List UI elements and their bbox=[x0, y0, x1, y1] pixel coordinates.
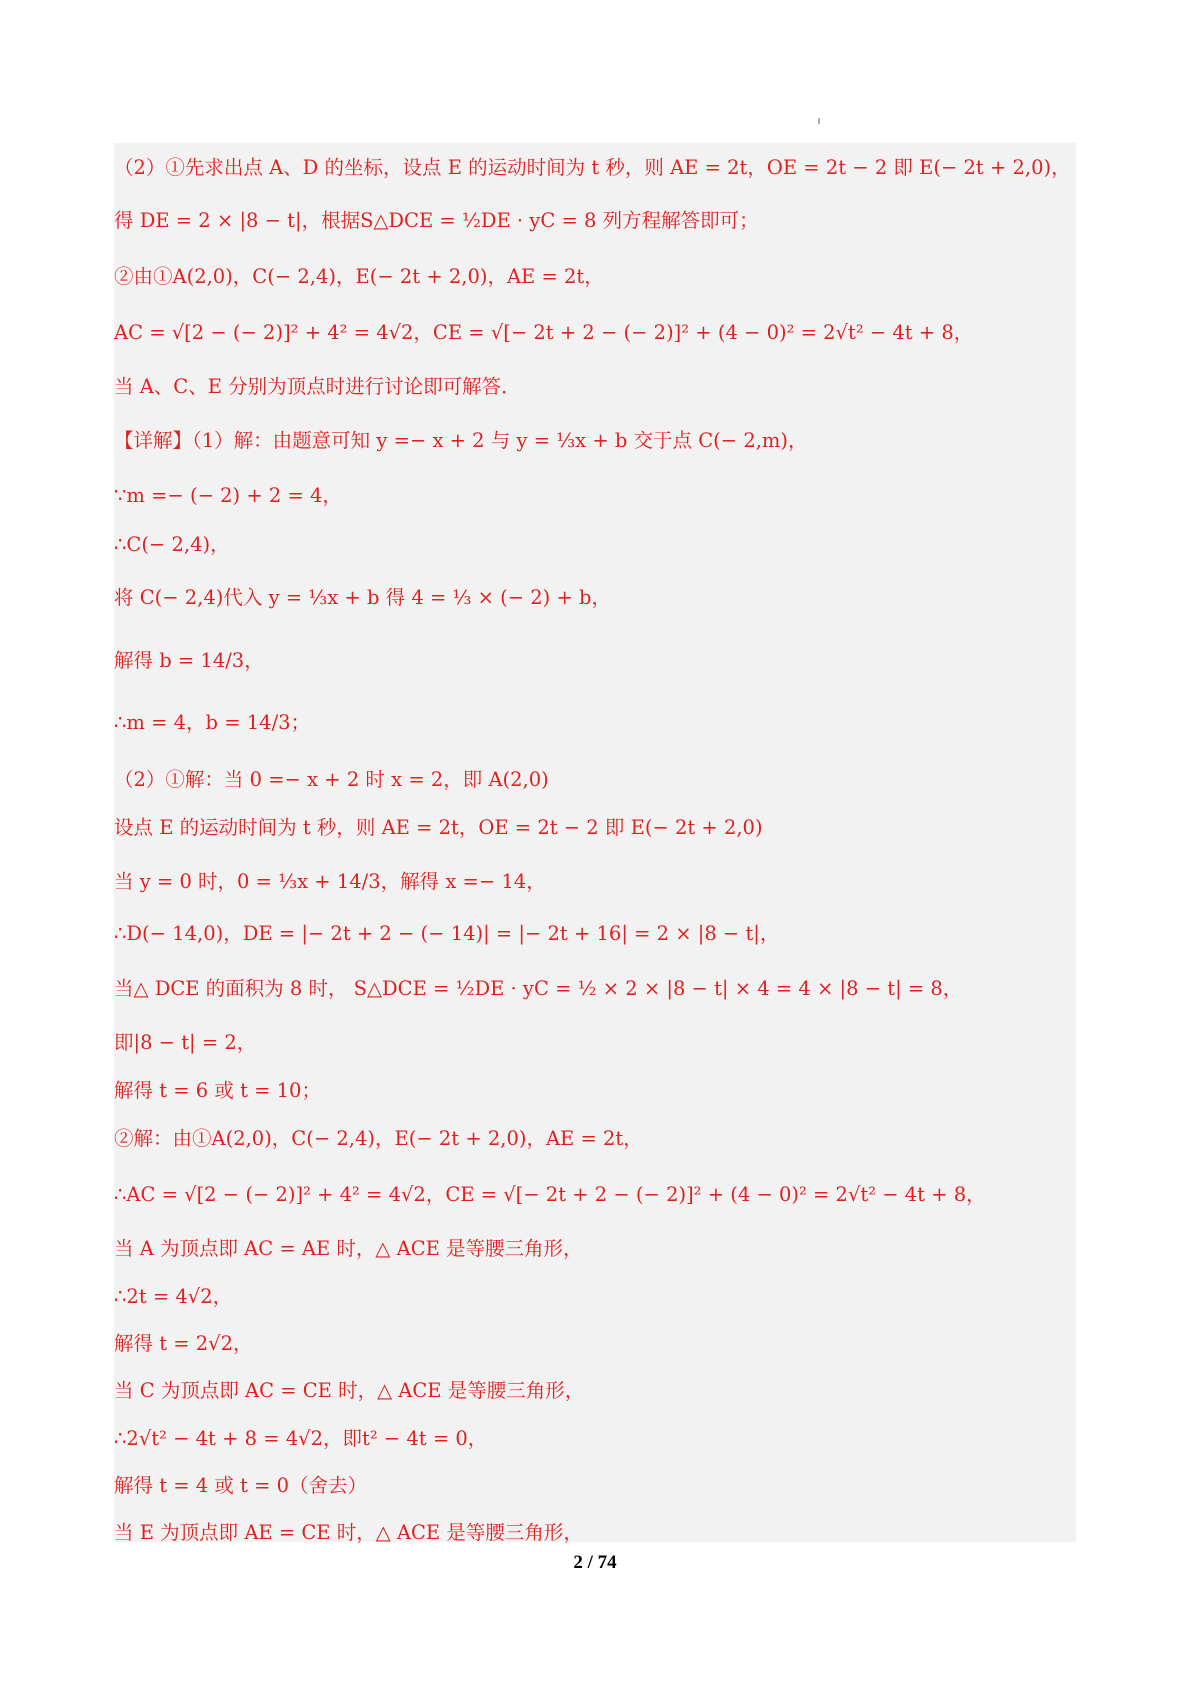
text-line: ②解：由①A(2,0)，C(− 2,4)，E(− 2t + 2,0)，AE = 2t， bbox=[114, 1127, 643, 1150]
text-line: 即|8 − t| = 2， bbox=[114, 1031, 257, 1054]
text-line: 设点 E 的运动时间为 t 秒，则 AE = 2t，OE = 2t − 2 即 E(− 2t + 2,0) bbox=[114, 816, 763, 839]
text-line: 当 E 为顶点即 AE = CE 时，△ ACE 是等腰三角形， bbox=[114, 1521, 583, 1544]
text-line: 当 A 为顶点即 AC = AE 时，△ ACE 是等腰三角形， bbox=[114, 1237, 583, 1260]
text-line: ∴AC = √[2 − (− 2)]² + 4² = 4√2，CE = √[− 2t + 2 − (− 2)]² + (4 − 0)² = 2√t² − 4t + 8， bbox=[114, 1183, 986, 1206]
text-line: 当 C 为顶点即 AC = CE 时，△ ACE 是等腰三角形， bbox=[114, 1379, 585, 1402]
text-line: ∴D(− 14,0)，DE = |− 2t + 2 − (− 14)| = |− 2t + 16| = 2 × |8 − t|， bbox=[114, 922, 780, 945]
page-number: 2 / 74 bbox=[573, 1552, 617, 1573]
text-line: 解得 b = 14/3， bbox=[114, 649, 264, 672]
text-line: 当 y = 0 时，0 = ⅓x + 14/3，解得 x =− 14， bbox=[114, 870, 546, 893]
text-line: AC = √[2 − (− 2)]² + 4² = 4√2，CE = √[− 2t + 2 − (− 2)]² + (4 − 0)² = 2√t² − 4t + 8， bbox=[114, 321, 974, 344]
text-line: 得 DE = 2 × |8 − t|，根据S△DCE = ½DE · yC = 8 列方程解答即可； bbox=[114, 209, 759, 232]
text-line: 将 C(− 2,4)代入 y = ⅓x + b 得 4 = ⅓ × (− 2) + b， bbox=[114, 586, 612, 609]
text-line: 解得 t = 4 或 t = 0（舍去） bbox=[114, 1474, 368, 1497]
text-line: 解得 t = 2√2， bbox=[114, 1332, 253, 1355]
text-line: 当△ DCE 的面积为 8 时， S△DCE = ½DE · yC = ½ × 2 × |8 − t| × 4 = 4 × |8 − t| = 8， bbox=[114, 977, 963, 1000]
page-mark bbox=[818, 118, 820, 124]
text-line: ∴2t = 4√2， bbox=[114, 1285, 233, 1308]
text-line: ②由①A(2,0)，C(− 2,4)，E(− 2t + 2,0)，AE = 2t， bbox=[114, 265, 604, 288]
text-line: ∴2√t² − 4t + 8 = 4√2，即t² − 4t = 0， bbox=[114, 1427, 488, 1450]
text-line: ∵m =− (− 2) + 2 = 4， bbox=[114, 484, 342, 507]
solution-box bbox=[114, 143, 1076, 1542]
text-line: （2）①先求出点 A、D 的坐标，设点 E 的运动时间为 t 秒，则 AE = 2t，OE = 2t − 2 即 E(− 2t + 2,0)， bbox=[114, 156, 1071, 179]
text-line: 当 A、C、E 分别为顶点时进行讨论即可解答． bbox=[114, 375, 521, 398]
text-line: ∴m = 4，b = 14/3； bbox=[114, 711, 311, 734]
text-line: 【详解】（1）解：由题意可知 y =− x + 2 与 y = ⅓x + b 交于点 C(− 2,m)， bbox=[114, 429, 808, 452]
text-line: 解得 t = 6 或 t = 10； bbox=[114, 1079, 321, 1102]
text-line: （2）①解：当 0 =− x + 2 时 x = 2，即 A(2,0) bbox=[114, 768, 549, 791]
text-line: ∴C(− 2,4)， bbox=[114, 533, 230, 556]
